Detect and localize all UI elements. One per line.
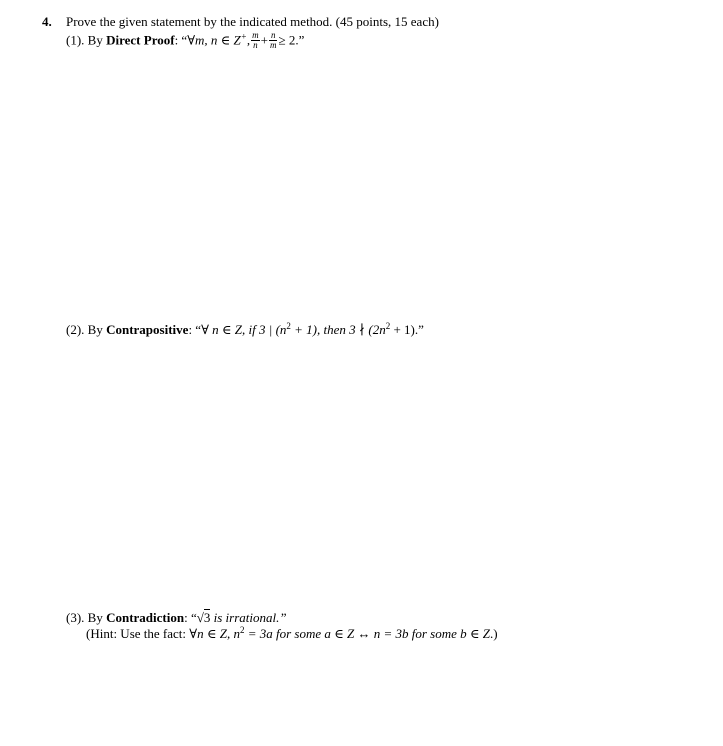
part2-prefix: (2). By [66,322,107,337]
part1-statement-start: ∀m, n ∈ Z [187,32,241,48]
part3-method: Contradiction [106,610,185,625]
part1-line [66,32,304,51]
hint-statement-b: = 3a for some a ∈ Z ↔ n = 3b for some b ∈ Z [244,626,490,641]
hint-statement-a: ∀n ∈ Z, n [189,626,240,641]
hint-prefix: (Hint: Use the fact: [86,626,190,641]
part3-hint-line [86,626,498,642]
square-root-sign: √ [196,610,204,625]
fraction-m-over-n [251,31,260,50]
part1-method: Direct Proof [106,32,175,48]
fraction1-numerator: m [252,30,259,40]
part3-statement-end: is irrational.” [210,610,287,625]
hint-superscript: 2 [239,625,245,635]
part2-statement-b: + 1), then 3 ∤ (2n [290,322,386,337]
part2-colon-quote: : “ [188,322,202,337]
part1-colon-quote: : “ [174,32,188,48]
part1-statement-end: ≥ 2.” [278,32,305,48]
square-root-argument: 3 [203,610,211,625]
fraction1-denominator: n [253,40,258,50]
part2-line [66,322,424,338]
part1-plus-superscript: + [240,31,247,42]
part2-superscript-a: 2 [286,321,291,331]
fraction2-numerator: n [270,30,276,40]
part1-prefix: (1). By [66,32,107,48]
part2-method: Contrapositive [106,322,189,337]
question-intro-text: Prove the given statement by the indicated method. (45 points, 15 each) [66,14,439,29]
hint-suffix: .) [489,626,498,641]
part3-line [66,610,287,626]
question-number: 4. [42,14,52,29]
fraction-n-over-m [269,31,278,50]
part2-statement-c: + 1).” [390,322,424,337]
part3-colon-quote: : “ [184,610,197,625]
question-intro [66,14,439,30]
part2-superscript-b: 2 [385,321,391,331]
part2-statement-a: ∀ n ∈ Z, if 3 | (n [201,322,287,337]
part1-comma: , [246,32,251,48]
part3-prefix: (3). By [66,610,107,625]
fraction2-denominator: m [269,40,277,50]
part1-plus: + [260,32,268,48]
